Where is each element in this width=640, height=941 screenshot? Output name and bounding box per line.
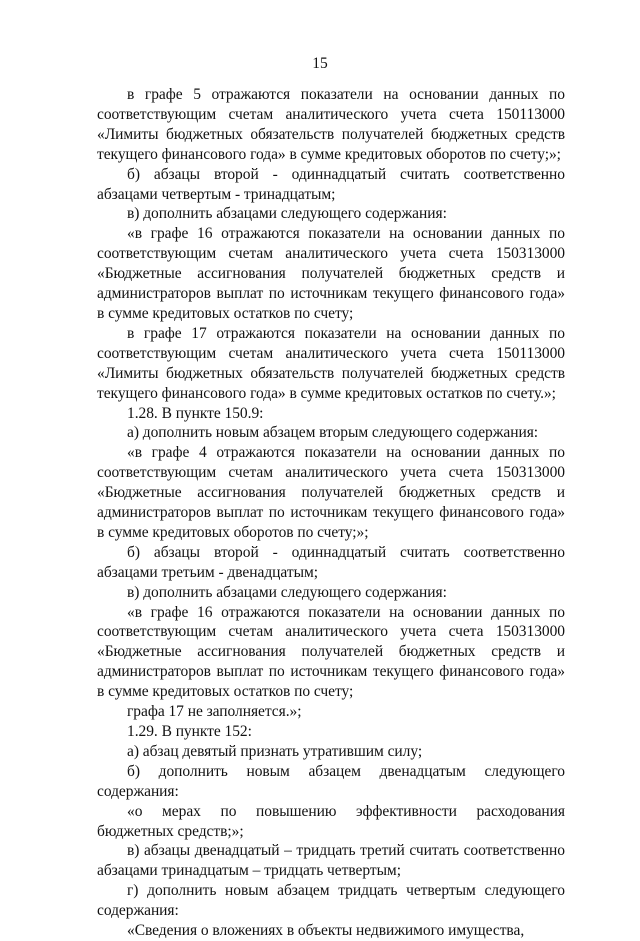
paragraph: «в графе 16 отражаются показатели на основании данных по соответствующим счетам аналитического учета счета 150313000 «Бюджетные ассигнования получателей бюджетных средств и администраторов выплат по источникам текущего финансового года» в сумме кредитовых остатков по счету; — [97, 225, 565, 322]
paragraph: б) дополнить новым абзацем двенадцатым следующего содержания: — [97, 762, 565, 800]
paragraph: 1.28. В пункте 150.9: — [127, 404, 264, 422]
paragraph: «в графе 4 отражаются показатели на основании данных по соответствующим счетам аналитического учета счета 150313000 «Бюджетные ассигнования получателей бюджетных средств и администраторов выплат по источникам текущего финансового года» в сумме кредитовых оборотов по счету;»; — [97, 444, 565, 541]
paragraph: «в графе 16 отражаются показатели на основании данных по соответствующим счетам аналитического учета счета 150313000 «Бюджетные ассигнования получателей бюджетных средств и администраторов выплат по источникам текущего финансового года» в сумме кредитовых остатков по счету; — [97, 603, 565, 701]
paragraph: 1.29. В пункте 152: — [127, 723, 252, 740]
paragraph: «о мерах по повышению эффективности расходования бюджетных средств;»; — [97, 802, 565, 840]
paragraph: в графе 17 отражаются показатели на основании данных по соответствующим счетам аналитического учета счета 150113000 «Лимиты бюджетных обязательств получателей бюджетных средств текущего финансового года» в сумме кредитовых остатков по счету.»; — [97, 324, 565, 402]
paragraph: а) дополнить новым абзацем вторым следующего содержания: — [127, 424, 539, 442]
page-number: 15 — [312, 55, 328, 72]
paragraph: г) дополнить новым абзацем тридцать четвертым следующего содержания: — [97, 882, 565, 920]
paragraph: а) абзац девятый признать утратившим силу; — [127, 742, 423, 760]
paragraph: б) абзацы второй - одиннадцатый считать соответственно абзацами четвертым - тринадцатым; — [97, 165, 565, 203]
body-text — [97, 85, 565, 941]
paragraph: в графе 5 отражаются показатели на основании данных по соответствующим счетам аналитического учета счета 150113000 «Лимиты бюджетных обязательств получателей бюджетных средств текущего финансового года» в сумме кредитовых оборотов по счету;»; — [97, 86, 565, 163]
paragraph: в) дополнить абзацами следующего содержания: — [127, 205, 447, 223]
paragraph: графа 17 не заполняется.»; — [127, 703, 302, 721]
paragraph: в) абзацы двенадцатый – тридцать третий считать соответственно абзацами тринадцатым – тридцать четвертым; — [97, 842, 565, 880]
paragraph: б) абзацы второй - одиннадцатый считать соответственно абзацами третьим - двенадцатым; — [97, 543, 565, 581]
paragraph: в) дополнить абзацами следующего содержания: — [127, 583, 447, 601]
paragraph: «Сведения о вложениях в объекты недвижимого имущества, — [127, 922, 525, 940]
